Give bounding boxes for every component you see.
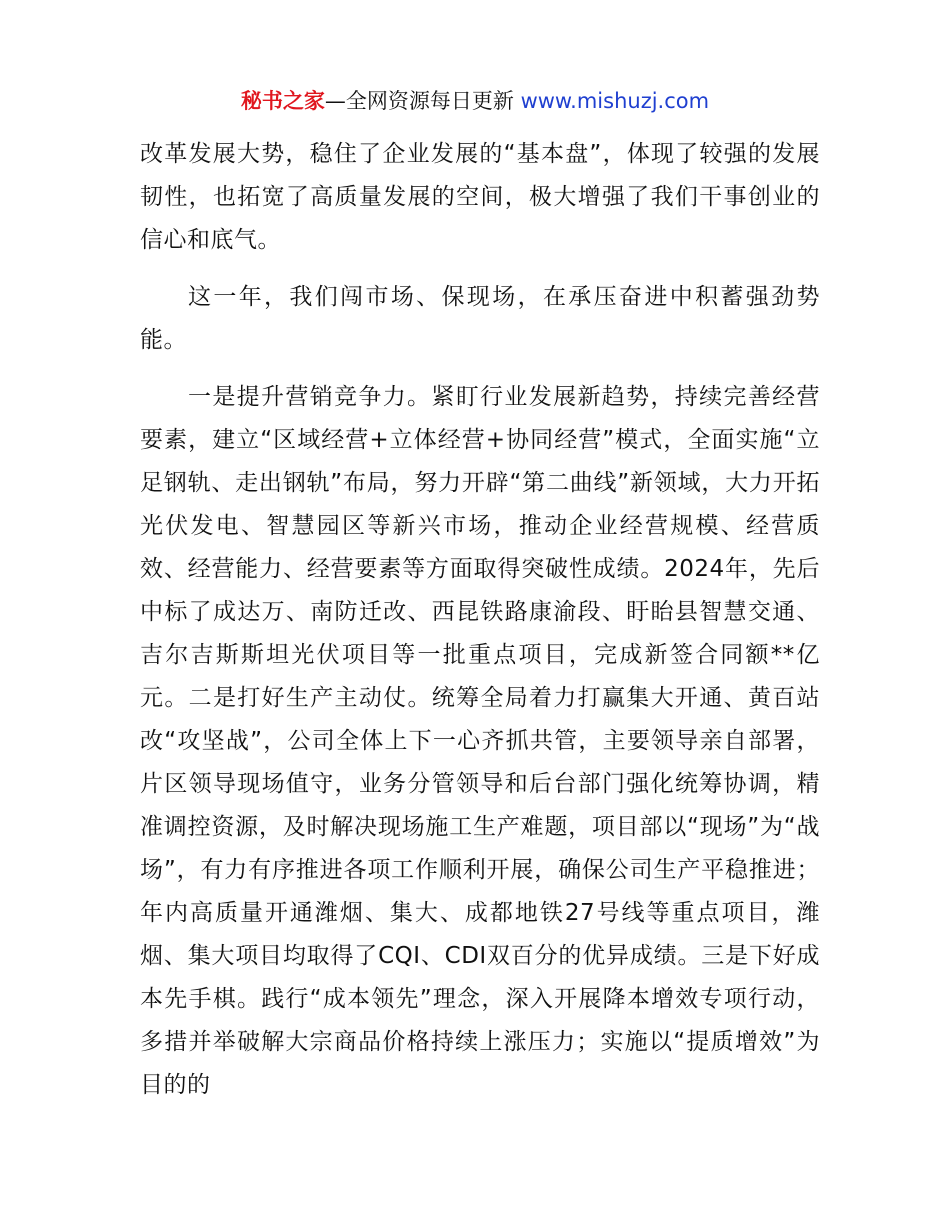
header-tagline: —全网资源每日更新 xyxy=(324,89,521,113)
brand-name: 秘书之家 xyxy=(240,89,325,113)
paragraph-summary: 这一年，我们闯市场、保现场，在承压奋进中积蓄强劲势能。 xyxy=(140,284,820,353)
document-body xyxy=(140,133,820,1107)
paragraph-details: 一是提升营销竞争力。紧盯行业发展新趋势，持续完善经营要素，建立“区域经营+立体经营+协同经营”模式，全面实施“立足钢轨、走出钢轨”布局，努力开辟“第二曲线”新领域，大力开拓光伏发电、智慧园区等新兴市场，推动企业经营规模、经营质效、经营能力、经营要素等方面取得突破性成绩。2024年，先后中标了成达万、南防迁改、西昆铁路康渝段、盱眙县智慧交通、吉尔吉斯斯坦光伏项目等一批重点项目，完成新签合同额**亿元。二是打好生产主动仗。统筹全局着力打赢集大开通、黄百站改“攻坚战”，公司全体上下一心齐抓共管，主要领导亲自部署，片区领导现场值守，业务分管领导和后台部门强化统筹协调，精准调控资源，及时解决现场施工生产难题，项目部以“现场”为“战场”，有力有序推进各项工作顺利开展，确保公司生产平稳推进；年内高质量开通潍烟、集大、成都地铁27号线等重点项目，潍烟、集大项目均取得了CQI、CDI双百分的优异成绩。三是下好成本先手棋。践行“成本领先”理念，深入开展降本增效专项行动，多措并举破解大宗商品价格持续上涨压力；实施以“提质增效”为目的的 xyxy=(140,384,820,1098)
page-header xyxy=(0,86,950,116)
website-link[interactable]: www.mishuzj.com xyxy=(520,89,710,113)
paragraph-continuation: 改革发展大势，稳住了企业发展的“基本盘”，体现了较强的发展韧性，也拓宽了高质量发展的空间，极大增强了我们干事创业的信心和底气。 xyxy=(140,141,820,253)
